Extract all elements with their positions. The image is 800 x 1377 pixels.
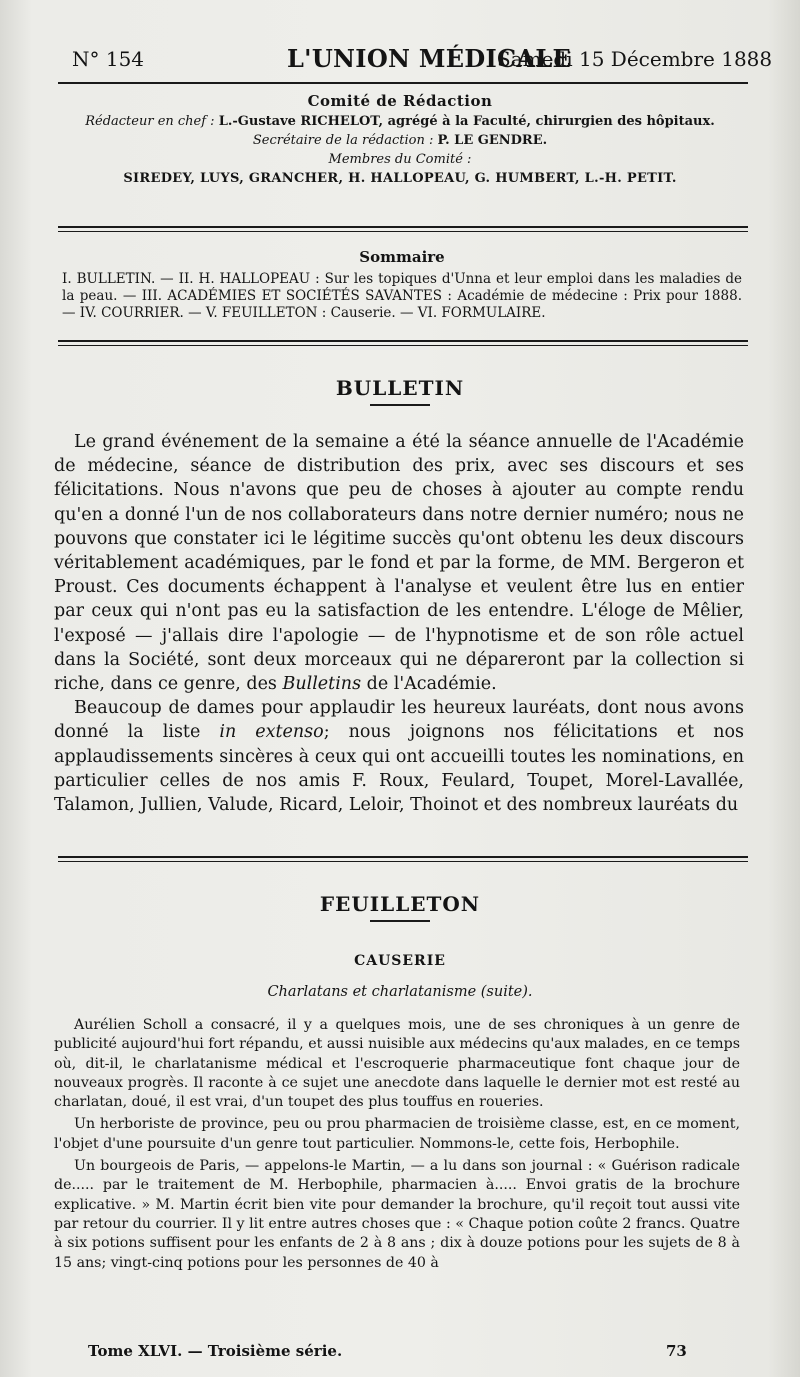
sommaire-rule-top [58,340,748,342]
bulletin-p1-italic: Bulletins [282,674,362,695]
masthead-rule [58,82,748,84]
bulletin-paragraph-1 [54,430,744,696]
journal-title: L'UNION MÉDICALE [287,44,572,73]
masthead [0,44,800,80]
feuilleton-underline [370,920,430,922]
table-of-contents [62,248,742,322]
bulletin-p2-end: ; nous joignons nos félicitations et nos applaudissements sincères à ceux qui ont accueilli toutes les nominations, en particulier celles de nos amis F. Roux, Feulard, Toupet, Morel-Lavallée, Talamon, Jullien, Valude, Ricard, Leloir, Thoinot et des nombreux lauréats du [54,722,744,816]
editor-label: Rédacteur en chef : [85,114,215,129]
feuilleton-rule-bottom [58,861,748,862]
bulletin-p1-text: Le grand événement de la semaine a été la séance annuelle de l'Académie de médecine, séance de distribution des prix, avec ses discours et ses félicitations. Nous n'avons que peu de choses à ajouter au compte rendu qu'en a donné l'un de nos collaborateurs dans notre dernier numéro; nous ne pouvons que constater ici le légitime succès qu'ont obtenu les deux discours véritablement académiques, par le fond et par la forme, de MM. Bergeron et Proust. Ces documents échappent à l'analyse et veulent être lus en entier par ceux qui n'ont pas eu la satisfaction de les entendre. L'éloge de Mêlier, l'exposé — j'allais dire l'apologie — de l'hypnotisme et de son rôle actuel dans la Société, sont deux morceaux qui ne dépareront par la collection si riche, dans ce genre, des [54,432,744,695]
editor-value: L.-Gustave RICHELOT, agrégé à la Faculté, chirurgien des hôpitaux. [218,114,715,129]
feuilleton-heading-text: FEUILLETON [319,892,481,916]
bulletin-underline [370,404,430,406]
committee-rule-bottom [58,231,748,232]
editorial-committee [0,92,800,186]
sommaire-rule-bottom [58,345,748,346]
issue-date: Samedi 15 Décembre 1888 [497,47,773,71]
bulletin-paragraph-2 [54,696,744,817]
sommaire-heading: Sommaire [359,248,445,266]
feuilleton-paragraph-3: Un bourgeois de Paris, — appelons-le Martin, — a lu dans son journal : « Guérison radicale de..... par le traitement de M. Herbophile, pharmacien à..... Envoi gratis de la brochure explicative. » M. Martin écrit bien vite pour demander la brochure, qu'il reçoit tout aussi vite par retour du courrier. Il y lit entre autres choses que : « Chaque potion coûte 2 francs. Quatre à six potions suffisent pour les enfants de 2 à 8 ans ; dix à douze potions pour les sujets de 8 à 15 ans; vingt-cinq potions pour les personnes de 40 à [54,1158,740,1271]
tome-label: Tome XLVI. — Troisième série. [88,1342,343,1360]
causerie-heading: CAUSERIE [354,953,446,969]
editor-in-chief [0,114,800,129]
feuilleton-paragraph-2: Un herboriste de province, peu ou prou pharmacien de troisième classe, est, en ce moment, l'objet d'une poursuite d'un genre tout particulier. Nommons-le, cette fois, Herbophile. [54,1116,740,1152]
committee-heading: Comité de Rédaction [307,92,493,110]
bulletin-heading-text: BULLETIN [335,376,465,400]
bulletin-p1-end: de l'Académie. [366,674,497,695]
page-footer [88,1342,688,1360]
feuilleton-paragraph-1: Aurélien Scholl a consacré, il y a quelques mois, une de ses chroniques à un genre de publicité aujourd'hui fort répandu, et aussi nuisible aux médecins qu'aux malades, en ce temps où, dit-il, le charlatanisme médical et l'escroquerie pharmaceutique font chaque jour de nouveaux progrès. Il raconte à ce sujet une anecdote dans laquelle le dernier mot est resté au charlatan, doué, il est vrai, d'un toupet des plus touffus en roueries. [54,1017,740,1111]
page-number: 73 [666,1342,687,1360]
issue-number: N° 154 [72,47,145,71]
bulletin-p2-italic: in extenso [219,722,324,743]
secretary [0,133,800,148]
committee-rule-top [58,226,748,228]
secretary-label: Secrétaire de la rédaction : [252,133,434,148]
bulletin-body [54,430,744,817]
members-label-text: Membres du Comité : [328,152,472,167]
feuilleton-heading [0,892,800,922]
sommaire-text: I. BULLETIN. — II. H. HALLOPEAU : Sur les topiques d'Unna et leur emploi dans les maladies de la peau. — III. ACADÉMIES ET SOCIÉTÉS SAVANTES : Académie de médecine : Prix pour 1888. — IV. COURRIER. — V. FEUILLETON : Causerie. — VI. FORMULAIRE. [62,271,742,321]
feuilleton-body [54,1016,740,1276]
causerie-subtitle: Charlatans et charlatanisme (suite). [267,984,533,1000]
feuilleton-rule-top [58,856,748,858]
bulletin-p2-start: Beaucoup de dames pour applaudir les heureux lauréats, dont nous avons donné la liste [54,698,744,743]
bulletin-heading [0,376,800,406]
secretary-value: P. LE GENDRE. [437,133,548,148]
members-list: SIREDEY, LUYS, GRANCHER, H. HALLOPEAU, G. HUMBERT, L.-H. PETIT. [123,171,677,186]
members-label [0,152,800,167]
